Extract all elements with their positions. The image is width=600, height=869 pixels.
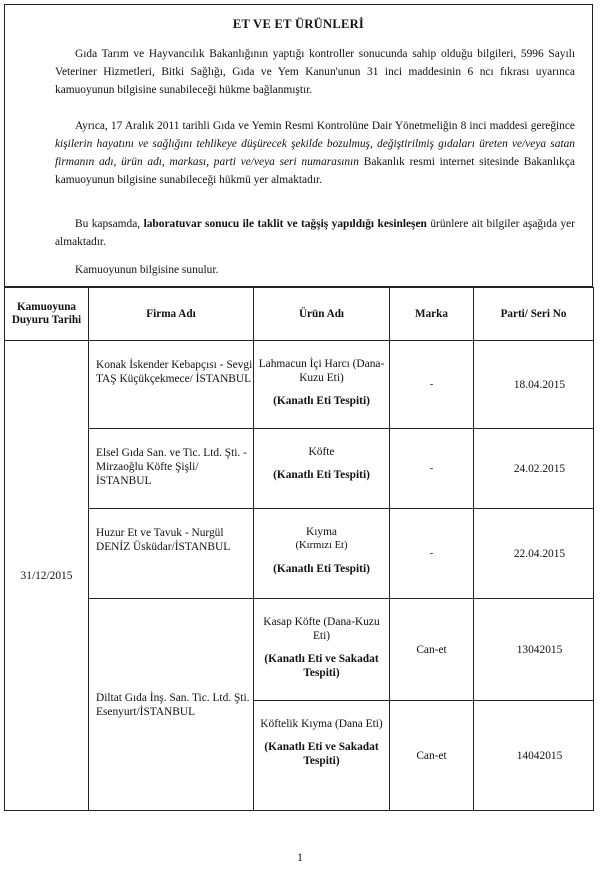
table-row	[5, 341, 594, 429]
paragraph-legal-basis: Gıda Tarım ve Hayvancılık Bakanlığının yaptığı kontroller sonucunda sahip olduğu bilgileri, 5996 Sayılı Veteriner Hizmetleri, Bitki Sağlığı, Gıda ve Yem Kanun'unun 31 inci maddesinin 6 ncı fıkrası uyarınca kamuoyunun bilgisine sunabileceği hükme bağlanmıştır.	[55, 48, 575, 96]
paragraph-regulation-text-b: Bakanlık resmi internet sitesinde Bakanlıkça kamuoyunun bilgisine sunabileceği hükmü yer almaktadır.	[55, 156, 575, 186]
product-cell	[254, 599, 390, 701]
lot-number: 22.04.2015	[474, 509, 594, 599]
brand: -	[390, 429, 474, 509]
lot-number: 18.04.2015	[474, 341, 594, 429]
table-row	[5, 509, 594, 599]
firm-name: Elsel Gıda San. ve Tic. Ltd. Şti. - Mirzaoğlu Köfte Şişli/İSTANBUL	[89, 429, 254, 509]
paragraph-regulation-text-a: Ayrıca, 17 Aralık 2011 tarihli Gıda ve Yemin Resmi Kontrolüne Dair Yönetmeliğin 8 inci maddesi gereğince	[75, 120, 575, 132]
product-subtitle: (Kırmızı Et)	[295, 540, 348, 551]
product-name: Kasap Köfte (Dana-Kuzu Eti)	[263, 616, 380, 642]
firm-name: Huzur Et ve Tavuk - Nurgül DENİZ Üsküdar/İSTANBUL	[89, 509, 254, 599]
product-name: Köftelik Kıyma (Dana Eti)	[260, 718, 383, 730]
header-lot: Parti/ Seri No	[474, 288, 594, 341]
firm-name: Konak İskender Kebapçısı - Sevgi TAŞ Küçükçekmece/ İSTANBUL	[89, 341, 254, 429]
finding-label: (Kanatlı Eti Tespiti)	[273, 395, 370, 407]
product-cell	[254, 341, 390, 429]
table-row	[5, 599, 594, 701]
lot-number: 14042015	[474, 701, 594, 811]
finding-label: (Kanatlı Eti ve Sakadat Tespiti)	[264, 741, 379, 767]
finding-label: (Kanatlı Eti Tespiti)	[273, 469, 370, 481]
header-date: Kamuoyuna Duyuru Tarihi	[5, 288, 89, 341]
firm-name: Diltat Gıda İnş. San. Tic. Ltd. Şti. Esenyurt/İSTANBUL	[89, 599, 254, 811]
table-row	[5, 429, 594, 509]
paragraph-scope	[55, 215, 575, 251]
product-cell	[254, 429, 390, 509]
product-cell	[254, 509, 390, 599]
paragraph-scope-text-a: Bu kapsamda,	[75, 218, 144, 230]
product-name: Köfte	[308, 446, 335, 458]
page-number: 1	[297, 850, 303, 864]
paragraph-scope-bold: laboratuvar sonucu ile taklit ve tağşiş yapıldığı kesinleşen	[143, 218, 427, 230]
announcement-date: 31/12/2015	[5, 341, 89, 811]
product-cell	[254, 701, 390, 811]
table-header-row	[5, 288, 594, 341]
brand: Can-et	[390, 599, 474, 701]
header-product: Ürün Adı	[254, 288, 390, 341]
intro-box	[4, 4, 593, 287]
header-brand: Marka	[390, 288, 474, 341]
brand: -	[390, 509, 474, 599]
paragraph-regulation	[55, 117, 575, 189]
finding-label: (Kanatlı Eti ve Sakadat Tespiti)	[264, 653, 379, 679]
header-firm: Firma Adı	[89, 288, 254, 341]
lot-number: 24.02.2015	[474, 429, 594, 509]
lot-number: 13042015	[474, 599, 594, 701]
paragraph-announcement: Kamuoyunun bilgisine sunulur.	[75, 264, 219, 276]
product-name: Kıyma	[305, 526, 337, 538]
finding-label: (Kanatlı Eti Tespiti)	[273, 563, 370, 575]
brand: Can-et	[390, 701, 474, 811]
document-title: ET VE ET ÜRÜNLERİ	[232, 17, 365, 31]
paragraph-regulation-italic: kişilerin hayatını ve sağlığını tehlikeye düşürecek şekilde bozulmuş, değiştirilmiş gıdaları üreten ve/veya satan firmanın adı, ürün adı, markası, parti ve/veya seri numarasının	[55, 138, 575, 168]
brand: -	[390, 341, 474, 429]
products-table	[4, 287, 594, 811]
paragraph-scope-text-b: ürünlere ait bilgiler aşağıda yer almaktadır.	[55, 218, 575, 248]
product-name: Lahmacun İçi Harcı (Dana-Kuzu Eti)	[258, 358, 385, 384]
